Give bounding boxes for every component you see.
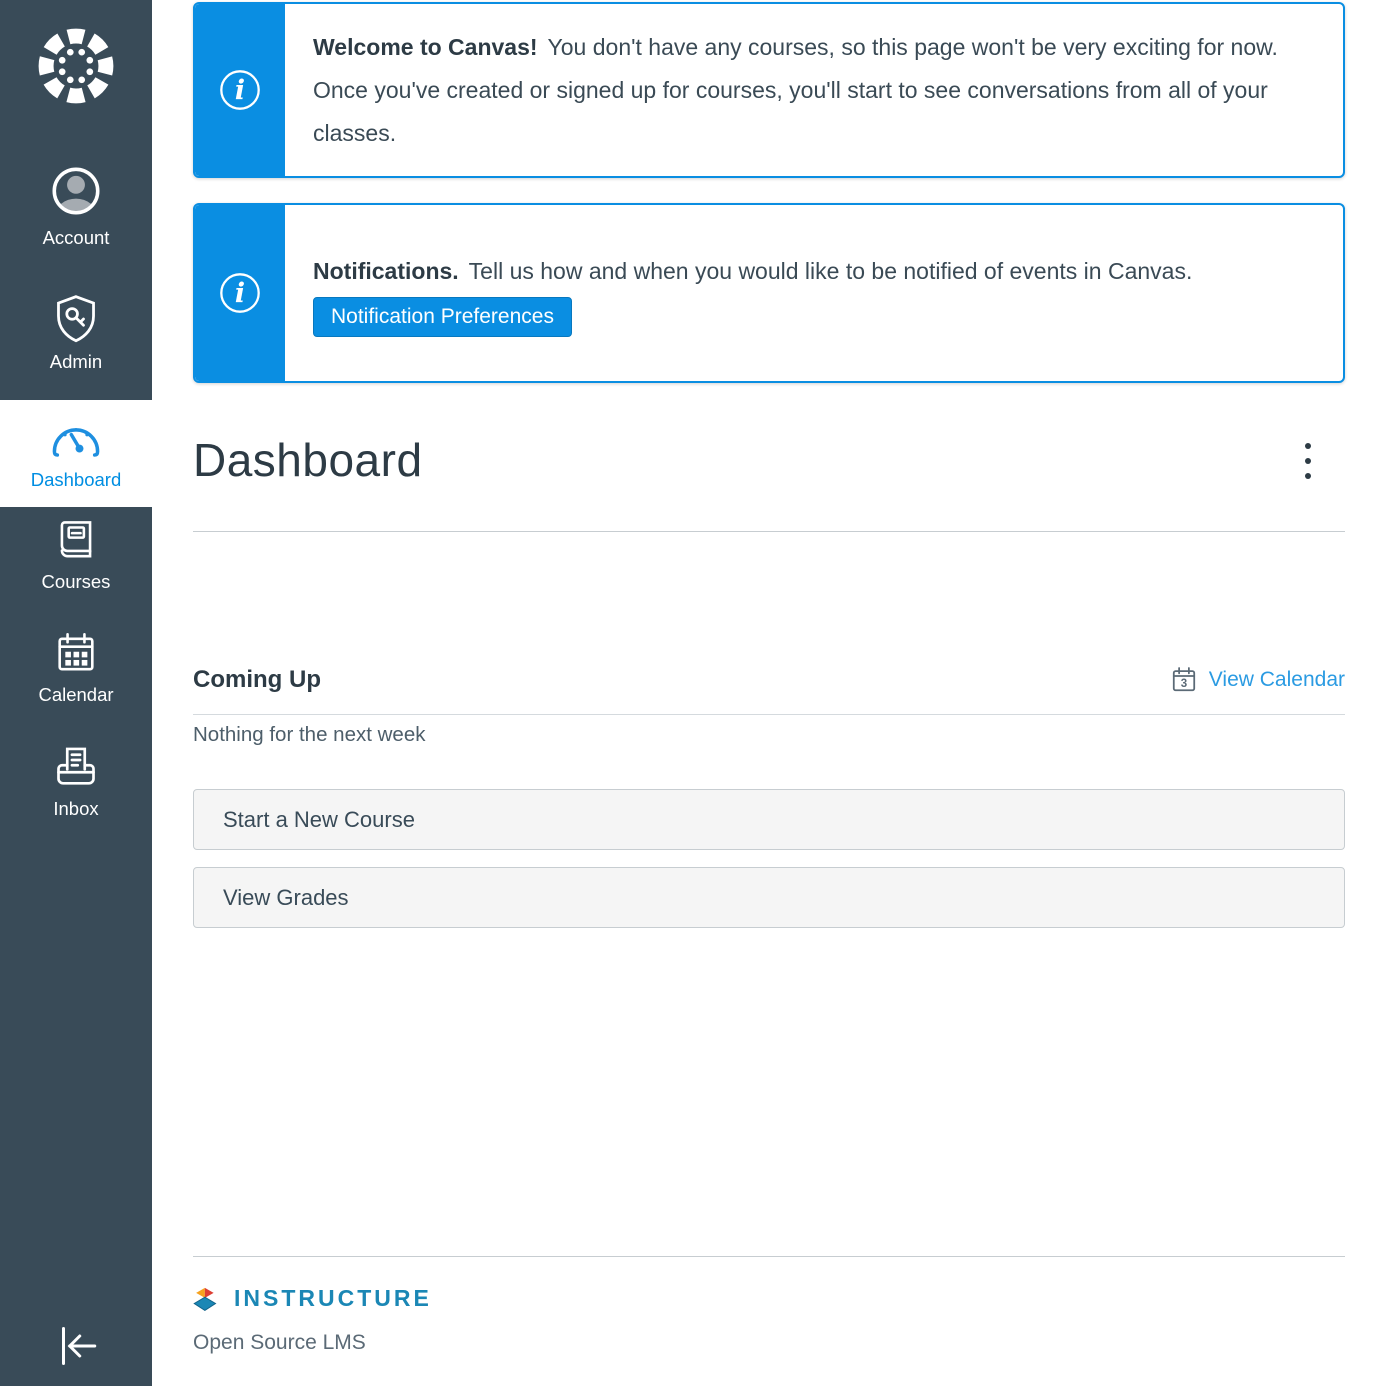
alert-message [285, 4, 1343, 176]
svg-text:3: 3 [1180, 678, 1188, 691]
footer [193, 1256, 1345, 1355]
footer-tagline: Open Source LMS [193, 1331, 366, 1354]
header-divider [193, 531, 1345, 532]
view-grades-button[interactable]: View Grades [193, 867, 1345, 928]
coming-up-divider [193, 714, 1345, 715]
sidebar-item-calendar[interactable] [0, 627, 152, 706]
view-calendar-link[interactable] [1168, 664, 1345, 696]
alert-title: Notifications. [313, 257, 459, 284]
welcome-alert [193, 2, 1345, 178]
canvas-logo-icon [32, 22, 120, 110]
alert-text: Tell us how and when you would like to be notified of events in Canvas. [468, 257, 1193, 284]
calendar-icon [49, 627, 103, 681]
coming-up-header [193, 664, 1345, 696]
book-icon [49, 514, 103, 568]
notification-preferences-button[interactable]: Notification Preferences [313, 297, 572, 337]
svg-text:i: i [234, 75, 246, 107]
shield-key-icon [47, 290, 105, 348]
sidebar-item-inbox[interactable] [0, 739, 152, 820]
collapse-sidebar-button[interactable] [0, 1316, 152, 1376]
sidebar-item-account[interactable] [0, 158, 152, 249]
brand-row [193, 1283, 1345, 1314]
page-title: Dashboard [193, 434, 423, 486]
kebab-menu-icon [1305, 473, 1311, 479]
coming-up-empty-text: Nothing for the next week [193, 723, 426, 746]
calendar-day-3-icon [1168, 664, 1200, 696]
inbox-tray-icon [48, 739, 104, 795]
info-circle-icon [217, 67, 263, 113]
info-circle-icon [217, 270, 263, 316]
start-new-course-button[interactable]: Start a New Course [193, 789, 1345, 850]
page-header [193, 433, 1345, 487]
svg-text:i: i [234, 278, 246, 310]
kebab-menu-icon [1305, 443, 1311, 449]
sidebar-item-label: Admin [49, 351, 103, 372]
footer-divider [193, 1256, 1345, 1257]
sidebar-item-dashboard[interactable] [0, 400, 152, 507]
coming-up-title: Coming Up [193, 666, 321, 693]
canvas-logo[interactable] [0, 22, 152, 110]
sidebar-item-label: Inbox [53, 798, 99, 819]
kebab-menu-icon [1305, 458, 1311, 464]
global-nav-sidebar [0, 0, 152, 1386]
sidebar-item-label: Calendar [38, 684, 114, 705]
collapse-left-arrow-icon [46, 1321, 106, 1371]
sidebar-item-label: Dashboard [30, 468, 122, 490]
alert-accent-strip [195, 4, 285, 176]
user-avatar-icon [43, 158, 109, 224]
alert-text: You don't have any courses, so this page won't be very exciting for now. Once you've created or signed up for courses, you'll start to see conversations from all of your classes. [313, 33, 1278, 146]
sidebar-item-label: Courses [41, 571, 111, 592]
view-calendar-label: View Calendar [1208, 668, 1345, 691]
gauge-icon [48, 416, 104, 466]
notifications-alert [193, 203, 1345, 383]
alert-message [285, 205, 1343, 381]
sidebar-item-admin[interactable] [0, 290, 152, 373]
main-content [152, 0, 1388, 1386]
instructure-diamond-logo [193, 1283, 223, 1314]
sidebar-item-courses[interactable] [0, 514, 152, 593]
dashboard-options-button[interactable] [1299, 439, 1317, 483]
instructure-wordmark: INSTRUCTURE [234, 1285, 432, 1311]
alert-title: Welcome to Canvas! [313, 33, 538, 60]
alert-accent-strip [195, 205, 285, 381]
sidebar-item-label: Account [42, 227, 110, 248]
